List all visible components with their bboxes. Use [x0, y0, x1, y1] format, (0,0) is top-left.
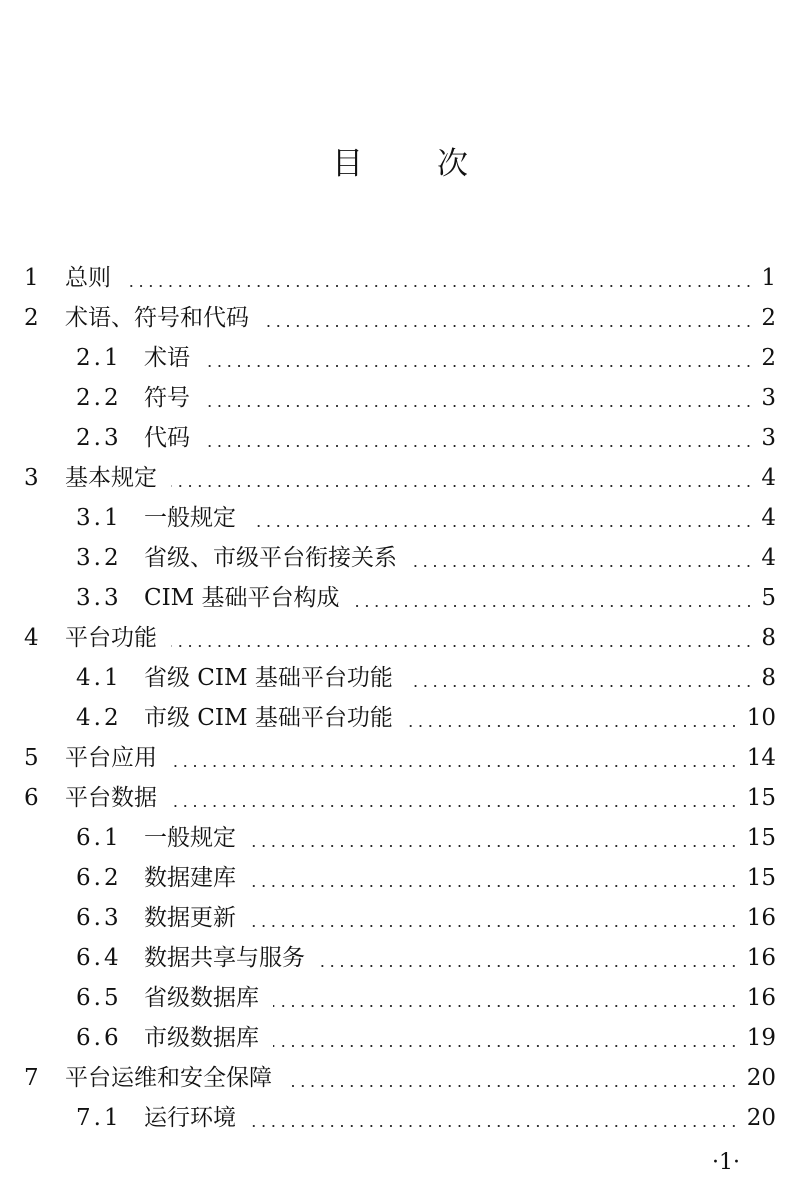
toc-entry-number: 3.2	[76, 545, 122, 571]
toc-entry-page: 3	[761, 425, 776, 451]
toc-entry[interactable]	[0, 898, 800, 938]
toc-entry[interactable]	[0, 458, 800, 498]
toc-entry-page: 19	[746, 1025, 776, 1051]
toc-entry-page: 1	[761, 265, 776, 291]
toc-entry-label: 术语、符号和代码	[65, 305, 249, 331]
toc-entry-page: 2	[761, 345, 776, 371]
toc-dot-leader	[273, 1005, 739, 1007]
toc-entry-page: 3	[761, 385, 776, 411]
toc-entry[interactable]	[0, 1018, 800, 1058]
toc-entry-number: 3	[24, 465, 42, 491]
toc-dot-leader	[273, 1045, 739, 1047]
toc-dot-leader	[411, 565, 753, 567]
toc-entry-number: 6.6	[76, 1025, 122, 1051]
toc-entry-page: 15	[746, 825, 776, 851]
toc-entry-label: 数据共享与服务	[144, 945, 305, 971]
page-title	[0, 138, 800, 183]
toc-entry-page: 4	[761, 545, 776, 571]
toc-entry-number: 2	[24, 305, 42, 331]
toc-entry-label: 一般规定	[144, 825, 236, 851]
toc-entry[interactable]	[0, 658, 800, 698]
toc-entry-label: 基本规定	[65, 465, 157, 491]
toc-entry-label: 省级、市级平台衔接关系	[144, 545, 397, 571]
toc-dot-leader	[204, 405, 753, 407]
toc-entry-number: 6.3	[76, 905, 122, 931]
toc-dot-leader	[250, 525, 753, 527]
toc-entry-page: 16	[746, 905, 776, 931]
toc-entry[interactable]	[0, 698, 800, 738]
toc-entry-number: 1	[24, 265, 42, 291]
toc-entry-label: 数据更新	[144, 905, 236, 931]
toc-entry-label: 平台应用	[65, 745, 157, 771]
toc-dot-leader	[204, 445, 753, 447]
toc-entry-number: 5	[24, 745, 42, 771]
toc-entry-number: 7	[24, 1065, 42, 1091]
page-number-footer: ·1·	[712, 1150, 740, 1175]
toc-entry-page: 5	[761, 585, 776, 611]
toc-dot-leader	[250, 925, 739, 927]
toc-entry-number: 7.1	[76, 1105, 122, 1131]
toc-dot-leader	[250, 845, 739, 847]
toc-entry[interactable]	[0, 1098, 800, 1138]
toc-entry-number: 4	[24, 625, 42, 651]
toc-entry[interactable]	[0, 258, 800, 298]
toc-dot-leader	[250, 885, 739, 887]
toc-entry[interactable]	[0, 338, 800, 378]
toc-entry-number: 3.3	[76, 585, 122, 611]
toc-entry-number: 2.1	[76, 345, 122, 371]
toc-dot-leader	[319, 965, 739, 967]
toc-entry[interactable]	[0, 578, 800, 618]
toc-entry[interactable]	[0, 778, 800, 818]
toc-entry-page: 15	[746, 865, 776, 891]
toc-dot-leader	[171, 645, 753, 647]
toc-entry[interactable]	[0, 818, 800, 858]
toc-entry-page: 16	[746, 985, 776, 1011]
toc-entry[interactable]	[0, 858, 800, 898]
toc-dot-leader	[250, 1125, 739, 1127]
toc-entry[interactable]	[0, 738, 800, 778]
toc-dot-leader	[354, 605, 754, 607]
toc-entry[interactable]	[0, 1058, 800, 1098]
page-title-char: 次	[437, 146, 468, 182]
toc-entry-page: 8	[761, 665, 776, 691]
toc-entry-label: 术语	[144, 345, 190, 371]
toc-entry-number: 3.1	[76, 505, 122, 531]
toc-entry-label: 符号	[144, 385, 190, 411]
toc-entry-page: 15	[746, 785, 776, 811]
toc-dot-leader	[171, 765, 739, 767]
toc-entry[interactable]	[0, 298, 800, 338]
toc-entry-page: 16	[746, 945, 776, 971]
toc-entry-label: 数据建库	[144, 865, 236, 891]
toc-dot-leader	[263, 325, 753, 327]
toc-dot-leader	[286, 1085, 739, 1087]
toc-dot-leader	[171, 805, 739, 807]
toc-entry-number: 6.4	[76, 945, 122, 971]
toc-dot-leader	[125, 285, 753, 287]
toc-entry-label: 代码	[144, 425, 190, 451]
toc-entry-number: 2.3	[76, 425, 122, 451]
toc-entry[interactable]	[0, 938, 800, 978]
toc-dot-leader	[407, 725, 739, 727]
toc-entry-page: 2	[761, 305, 776, 331]
toc-entry-label: 总则	[65, 265, 111, 291]
toc-entry-page: 8	[761, 625, 776, 651]
toc-entry-page: 20	[746, 1105, 776, 1131]
toc-entry-number: 6	[24, 785, 42, 811]
toc-entry[interactable]	[0, 498, 800, 538]
toc-entry[interactable]	[0, 538, 800, 578]
toc-entry[interactable]	[0, 978, 800, 1018]
toc-entry-page: 20	[746, 1065, 776, 1091]
toc-entry-page: 4	[761, 465, 776, 491]
toc-entry-page: 10	[746, 705, 776, 731]
toc-entry-page: 14	[746, 745, 776, 771]
toc-entry-label: 省级数据库	[144, 985, 259, 1011]
toc-entry-number: 4.1	[76, 665, 122, 691]
toc-entry-number: 6.1	[76, 825, 122, 851]
toc-entry-label: 平台运维和安全保障	[65, 1065, 272, 1091]
toc-entry-number: 2.2	[76, 385, 122, 411]
toc-entry-page: 4	[761, 505, 776, 531]
toc-entry[interactable]	[0, 378, 800, 418]
toc-entry-label: 运行环境	[144, 1105, 236, 1131]
toc-entry[interactable]	[0, 418, 800, 458]
toc-entry-number: 6.5	[76, 985, 122, 1011]
toc-entry-label: 省级 CIM 基础平台功能	[144, 665, 393, 691]
toc-entry-number: 4.2	[76, 705, 122, 731]
toc-entry-label: 平台数据	[65, 785, 157, 811]
toc-entry[interactable]	[0, 618, 800, 658]
toc-entry-number: 6.2	[76, 865, 122, 891]
toc-entry-label: 市级 CIM 基础平台功能	[144, 705, 393, 731]
toc-entry-label: 市级数据库	[144, 1025, 259, 1051]
toc-dot-leader	[407, 685, 754, 687]
toc-entry-label: 一般规定	[144, 505, 236, 531]
toc-entry-label: 平台功能	[65, 625, 157, 651]
toc-dot-leader	[204, 365, 753, 367]
toc-dot-leader	[171, 485, 753, 487]
page-title-char: 目	[332, 146, 363, 182]
toc-entry-label: CIM 基础平台构成	[144, 585, 340, 611]
